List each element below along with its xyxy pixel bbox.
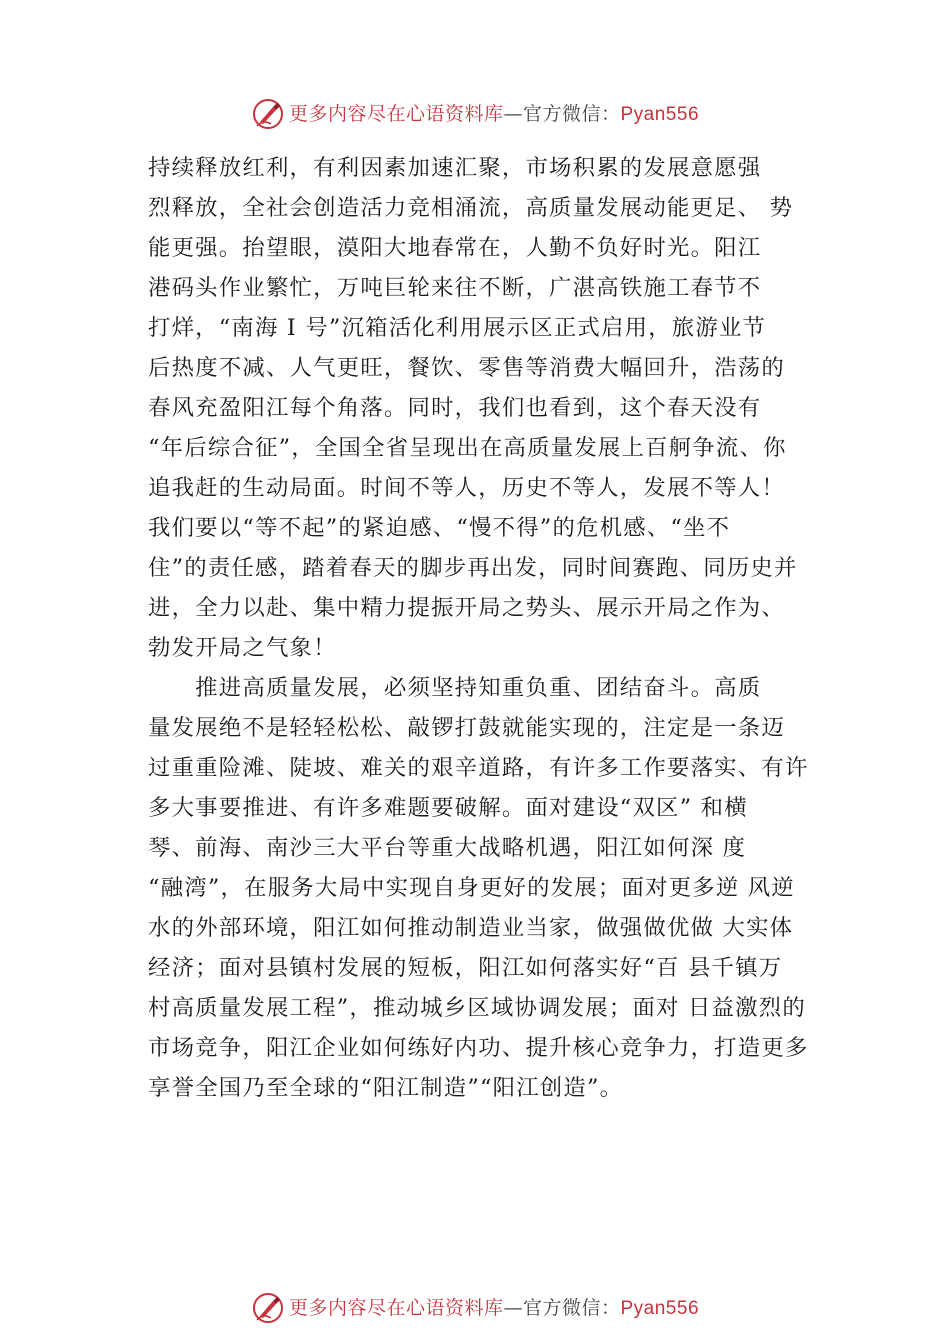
text-line: 勃发开局之气象！ [148,635,337,661]
text-line: 港码头作业繁忙，万吨巨轮来往不断，广湛高铁施工春节不 [148,275,762,301]
banner-wechat-label: —官方微信： [503,102,621,125]
text-line: 量发展绝不是轻轻松松、敲锣打鼓就能实现的，注定是一条迈 [148,715,785,741]
text-line: 水的外部环境，阳江如何推动制造业当家，做强做优做 大实体 [148,915,794,941]
banner-wechat-id: Pyan556 [620,103,700,125]
text-line: 能更强。抬望眼，漠阳大地春常在，人勤不负好时光。阳江 [148,235,762,261]
banner-wechat-id: Pyan556 [620,1297,700,1319]
pen-logo-icon [251,97,285,131]
header-banner [0,94,950,134]
text-line: 多大事要推进、有许多难题要破解。面对建设“双区” 和横 [148,795,748,821]
text-line: 后热度不减、人气更旺，餐饮、零售等消费大幅回升，浩荡的 [148,355,785,381]
text-line: “年后综合征”，全国全省呈现出在高质量发展上百舸争流、你 [148,435,787,461]
text-line: 进，全力以赴、集中精力提振开局之势头、展示开局之作为、 [148,595,785,621]
banner-library-name: 更多内容尽在心语资料库 [288,102,504,125]
text-line: 持续释放红利，有利因素加速汇聚，市场积累的发展意愿强 [148,155,762,181]
text-line: 我们要以“等不起”的紧迫感、“慢不得”的危机感、“坐不 [148,515,731,541]
text-line: 春风充盈阳江每个角落。同时，我们也看到，这个春天没有 [148,395,762,421]
text-line: 推进高质量发展，必须坚持知重负重、团结奋斗。高质 [148,675,762,701]
banner-text [289,1291,699,1326]
banner-library-name: 更多内容尽在心语资料库 [288,1296,504,1319]
text-line: 追我赶的生动局面。时间不等人，历史不等人，发展不等人！ [148,475,785,501]
text-line: 琴、前海、南沙三大平台等重大战略机遇，阳江如何深 度 [148,835,747,861]
text-line: 烈释放，全社会创造活力竞相涌流，高质量发展动能更足、 势 [148,195,794,221]
pen-logo-icon [251,1291,285,1325]
text-line: 打烊，“南海 I 号”沉箱活化利用展示区正式启用，旅游业节 [148,315,767,341]
text-line: 享誉全国乃至全球的“阳江制造”“阳江创造”。 [148,1075,624,1101]
text-line: 村高质量发展工程”，推动城乡区域协调发展；面对 日益激烈的 [148,995,806,1021]
text-line: 市场竞争，阳江企业如何练好内功、提升核心竞争力，打造更多 [148,1035,809,1061]
paragraph-1 [148,148,838,668]
text-line: 经济；面对县镇村发展的短板，阳江如何落实好“百 县千镇万 [148,955,783,981]
banner-text [289,97,699,132]
paragraph-2 [148,668,838,1108]
document-body [148,148,838,1108]
banner-wechat-label: —官方微信： [503,1296,621,1319]
text-line: 住”的责任感，踏着春天的脚步再出发，同时间赛跑、同历史并 [148,555,798,581]
footer-banner [0,1288,950,1328]
text-line: 过重重险滩、陡坡、难关的艰辛道路，有许多工作要落实、有许 [148,755,809,781]
text-line: “融湾”，在服务大局中实现自身更好的发展；面对更多逆 风逆 [148,875,795,901]
